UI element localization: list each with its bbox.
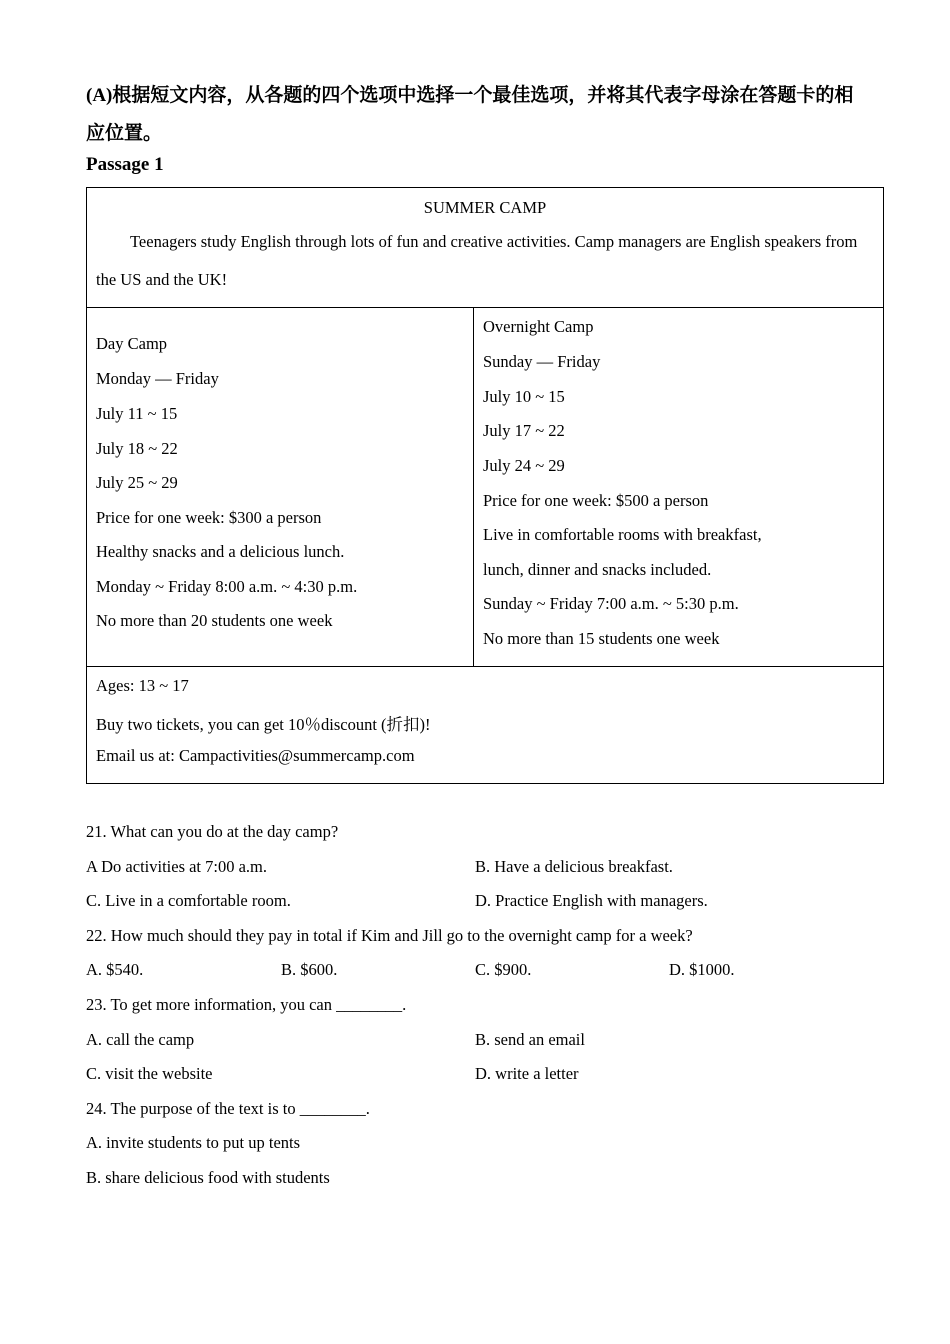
day-camp-week-1: July 11 ~ 15 [96, 404, 178, 423]
question-24: 24. The purpose of the text is to ________. [86, 1099, 370, 1118]
day-camp-price: Price for one week: $300 a person [96, 508, 322, 527]
day-camp-title: Day Camp [96, 334, 168, 353]
camp-ages: Ages: 13 ~ 17 [96, 676, 189, 695]
q23-option-c: C. visit the website [86, 1064, 213, 1083]
q21-option-b: B. Have a delicious breakfast. [475, 857, 673, 876]
camp-intro-line2: the US and the UK! [96, 270, 228, 289]
overnight-camp-days: Sunday — Friday [483, 352, 601, 371]
passage-title: Passage 1 [86, 154, 164, 175]
q22-option-d: D. $1000. [669, 960, 735, 979]
camp-discount: Buy two tickets, you can get 10％discount (折扣)! [96, 715, 431, 734]
overnight-camp-week-2: July 17 ~ 22 [483, 421, 565, 440]
overnight-camp-hours: Sunday ~ Friday 7:00 a.m. ~ 5:30 p.m. [483, 594, 739, 613]
q21-option-d: D. Practice English with managers. [475, 891, 708, 910]
day-camp-week-2: July 18 ~ 22 [96, 439, 178, 458]
day-camp-days: Monday — Friday [96, 369, 219, 388]
overnight-camp-capacity: No more than 15 students one week [483, 629, 720, 648]
question-22: 22. How much should they pay in total if Kim and Jill go to the overnight camp for a week? [86, 926, 693, 945]
q22-option-a: A. $540. [86, 960, 144, 979]
q23-option-b: B. send an email [475, 1030, 585, 1049]
day-camp-hours: Monday ~ Friday 8:00 a.m. ~ 4:30 p.m. [96, 577, 358, 596]
overnight-camp-price: Price for one week: $500 a person [483, 491, 709, 510]
camp-heading: SUMMER CAMP [423, 198, 547, 217]
column-divider [473, 307, 474, 667]
q24-option-b: B. share delicious food with students [86, 1168, 330, 1187]
instructions-continued: 应位置。 [86, 123, 163, 144]
overnight-camp-week-3: July 24 ~ 29 [483, 456, 565, 475]
q21-option-c: C. Live in a comfortable room. [86, 891, 291, 910]
q22-option-c: C. $900. [475, 960, 532, 979]
camp-email: Email us at: Campactivities@summercamp.com [96, 746, 415, 765]
overnight-camp-week-1: July 10 ~ 15 [483, 387, 565, 406]
q23-option-a: A. call the camp [86, 1030, 195, 1049]
q21-option-a: A Do activities at 7:00 a.m. [86, 857, 268, 876]
overnight-camp-title: Overnight Camp [483, 317, 594, 336]
q23-option-d: D. write a letter [475, 1064, 579, 1083]
question-21: 21. What can you do at the day camp? [86, 822, 339, 841]
day-camp-week-3: July 25 ~ 29 [96, 473, 178, 492]
q24-option-a: A. invite students to put up tents [86, 1133, 301, 1152]
day-camp-meals: Healthy snacks and a delicious lunch. [96, 542, 345, 561]
instructions: (A)根据短文内容，从各题的四个选项中选择一个最佳选项，并将其代表字母涂在答题卡的相 [86, 85, 854, 106]
question-23: 23. To get more information, you can ________. [86, 995, 407, 1014]
camp-intro-line1: Teenagers study English through lots of fun and creative activities. Camp managers are English speakers from [130, 232, 858, 251]
day-camp-capacity: No more than 20 students one week [96, 611, 333, 630]
q22-option-b: B. $600. [281, 960, 338, 979]
overnight-camp-rooms: Live in comfortable rooms with breakfast, [483, 525, 762, 544]
overnight-camp-meals: lunch, dinner and snacks included. [483, 560, 712, 579]
